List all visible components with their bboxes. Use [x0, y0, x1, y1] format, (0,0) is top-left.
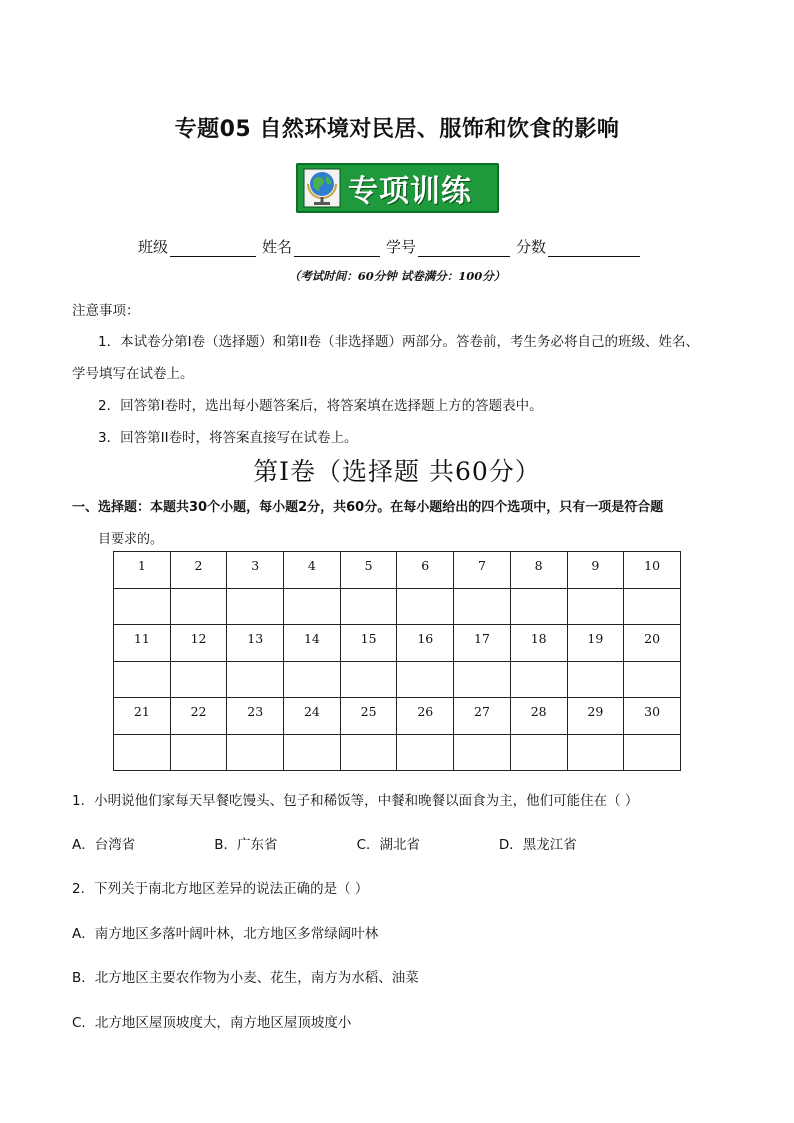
table-row [114, 661, 681, 698]
answer-cell[interactable] [454, 734, 511, 771]
q1-option-b[interactable]: B．广东省 [214, 837, 278, 853]
answer-cell[interactable] [227, 734, 284, 771]
question-number-cell: 22 [170, 698, 227, 735]
q2-option-a[interactable]: A．南方地区多落叶阔叶林，北方地区多常绿阔叶林 [72, 926, 379, 942]
answer-cell[interactable] [454, 661, 511, 698]
question-number-cell: 3 [227, 552, 284, 589]
exam-info: （考试时间：60分钟 试卷满分：100分） [288, 269, 506, 283]
table-row [114, 588, 681, 625]
table-row [114, 698, 681, 735]
notes-heading: 注意事项： [72, 303, 140, 319]
answer-cell[interactable] [114, 661, 171, 698]
answer-cell[interactable] [170, 661, 227, 698]
q1-option-c[interactable]: C．湖北省 [356, 837, 421, 853]
answer-cell[interactable] [284, 661, 341, 698]
instructions-line-2: 目要求的。 [98, 532, 164, 547]
answer-cell[interactable] [114, 588, 171, 625]
score-blank[interactable] [548, 240, 640, 257]
question-number-cell: 2 [170, 552, 227, 589]
question-number-cell: 5 [340, 552, 397, 589]
answer-cell[interactable] [567, 661, 624, 698]
question-number-cell: 29 [567, 698, 624, 735]
question-number-cell: 10 [624, 552, 681, 589]
question-number-cell: 7 [454, 552, 511, 589]
section-title: 第I卷（选择题 共60分） [253, 457, 541, 486]
note-item-3: 3．回答第II卷时，将答案直接写在试卷上。 [98, 430, 358, 446]
table-row [114, 625, 681, 662]
q1-option-d[interactable]: D．黑龙江省 [498, 837, 577, 853]
banner-label: 专项训练 [348, 174, 472, 209]
answer-cell[interactable] [114, 734, 171, 771]
student-id-field[interactable] [386, 236, 510, 257]
student-id-label: 学号 [386, 238, 417, 256]
answer-cell[interactable] [397, 661, 454, 698]
answer-cell[interactable] [340, 734, 397, 771]
answer-cell[interactable] [170, 734, 227, 771]
page-title: 专题05 自然环境对民居、服饰和饮食的影响 [174, 117, 620, 142]
question-number-cell: 6 [397, 552, 454, 589]
question-number-cell: 14 [284, 625, 341, 662]
question-number-cell: 19 [567, 625, 624, 662]
question-number-cell: 18 [510, 625, 567, 662]
student-id-blank[interactable] [418, 240, 510, 257]
question-number-cell: 30 [624, 698, 681, 735]
answer-cell[interactable] [227, 588, 284, 625]
question-number-cell: 16 [397, 625, 454, 662]
answer-cell[interactable] [454, 588, 511, 625]
answer-cell[interactable] [567, 734, 624, 771]
answer-cell[interactable] [624, 661, 681, 698]
question-1-options [72, 833, 672, 853]
q2-option-b[interactable]: B．北方地区主要农作物为小麦、花生，南方为水稻、油菜 [72, 970, 419, 986]
class-field[interactable] [138, 236, 256, 257]
question-number-cell: 15 [340, 625, 397, 662]
question-number-cell: 4 [284, 552, 341, 589]
question-number-cell: 11 [114, 625, 171, 662]
name-field[interactable] [262, 236, 380, 257]
answer-cell[interactable] [170, 588, 227, 625]
answer-table [113, 551, 681, 771]
class-label: 班级 [138, 238, 169, 256]
table-row [114, 734, 681, 771]
score-field[interactable] [516, 236, 640, 257]
answer-cell[interactable] [340, 588, 397, 625]
class-blank[interactable] [170, 240, 256, 257]
table-row [114, 552, 681, 589]
score-label: 分数 [516, 238, 547, 256]
answer-cell[interactable] [510, 661, 567, 698]
question-number-cell: 9 [567, 552, 624, 589]
answer-cell[interactable] [397, 734, 454, 771]
question-1-stem: 1．小明说他们家每天早餐吃馒头、包子和稀饭等，中餐和晚餐以面食为主，他们可能住在（ ） [72, 793, 639, 809]
instructions-line-1: 一、选择题：本题共30个小题，每小题2分，共60分。在每小题给出的四个选项中，只有一项是符合题 [72, 500, 664, 515]
q1-option-a[interactable]: A．台湾省 [72, 837, 136, 853]
question-number-cell: 27 [454, 698, 511, 735]
answer-cell[interactable] [284, 734, 341, 771]
topic-banner [296, 163, 499, 213]
question-number-cell: 28 [510, 698, 567, 735]
name-blank[interactable] [294, 240, 380, 257]
question-number-cell: 21 [114, 698, 171, 735]
answer-cell[interactable] [284, 588, 341, 625]
question-number-cell: 1 [114, 552, 171, 589]
answer-cell[interactable] [624, 734, 681, 771]
question-number-cell: 20 [624, 625, 681, 662]
name-label: 姓名 [262, 238, 293, 256]
globe-icon [302, 167, 342, 209]
student-info-fields [138, 236, 646, 257]
answer-cell[interactable] [397, 588, 454, 625]
question-number-cell: 25 [340, 698, 397, 735]
note-item-1: 1．本试卷分第I卷（选择题）和第II卷（非选择题）两部分。答卷前，考生务必将自己的班级、姓名、 [98, 334, 700, 350]
note-item-2: 2．回答第I卷时，选出每小题答案后，将答案填在选择题上方的答题表中。 [98, 398, 543, 414]
answer-cell[interactable] [567, 588, 624, 625]
note-item-1-cont: 学号填写在试卷上。 [72, 366, 194, 382]
q2-option-c[interactable]: C．北方地区屋顶坡度大，南方地区屋顶坡度小 [72, 1015, 352, 1031]
answer-cell[interactable] [510, 588, 567, 625]
answer-cell[interactable] [227, 661, 284, 698]
question-number-cell: 12 [170, 625, 227, 662]
answer-cell[interactable] [624, 588, 681, 625]
question-number-cell: 8 [510, 552, 567, 589]
question-number-cell: 13 [227, 625, 284, 662]
answer-cell[interactable] [510, 734, 567, 771]
question-2-stem: 2．下列关于南北方地区差异的说法正确的是（ ） [72, 881, 369, 897]
answer-cell[interactable] [340, 661, 397, 698]
question-number-cell: 26 [397, 698, 454, 735]
question-number-cell: 24 [284, 698, 341, 735]
question-number-cell: 23 [227, 698, 284, 735]
question-number-cell: 17 [454, 625, 511, 662]
